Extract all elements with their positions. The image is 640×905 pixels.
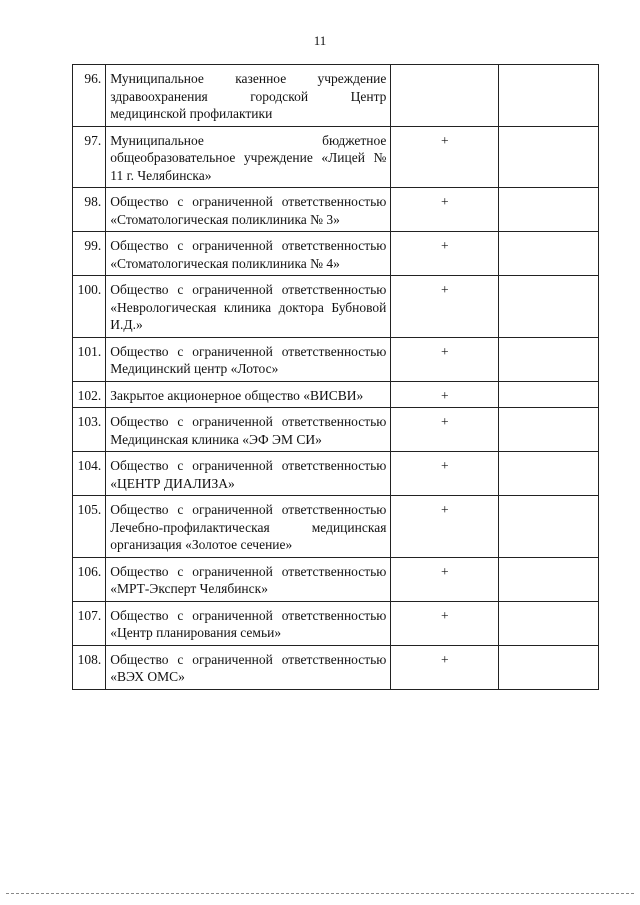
- organization-name: Общество с ограниченной ответственностью «ВЭХ ОМС»: [106, 645, 391, 689]
- page-number: 11: [313, 33, 327, 48]
- empty-cell: [499, 645, 599, 689]
- row-number: 106.: [73, 557, 106, 601]
- row-number: 99.: [73, 232, 106, 276]
- empty-cell: [499, 381, 599, 408]
- table-row: [73, 381, 599, 408]
- row-number: 98.: [73, 188, 106, 232]
- organizations-table: [72, 64, 599, 690]
- table-row: [73, 408, 599, 452]
- row-number: 103.: [73, 408, 106, 452]
- empty-cell: [499, 126, 599, 188]
- inclusion-mark: +: [391, 381, 499, 408]
- row-number: 96.: [73, 65, 106, 127]
- row-number: 101.: [73, 337, 106, 381]
- organization-name: Общество с ограниченной ответственностью Медицинский центр «Лотос»: [106, 337, 391, 381]
- table-row: [73, 645, 599, 689]
- inclusion-mark: [391, 65, 499, 127]
- organization-name: Общество с ограниченной ответственностью «ЦЕНТР ДИАЛИЗА»: [106, 452, 391, 496]
- row-number: 105.: [73, 496, 106, 558]
- empty-cell: [499, 276, 599, 338]
- empty-cell: [499, 496, 599, 558]
- organization-name: Общество с ограниченной ответственностью «Стоматологическая поликлиника № 3»: [106, 188, 391, 232]
- table-row: [73, 276, 599, 338]
- inclusion-mark: +: [391, 645, 499, 689]
- organization-name: Общество с ограниченной ответственностью Лечебно-профилактическая медицинская организация «Золотое сечение»: [106, 496, 391, 558]
- table-row: [73, 188, 599, 232]
- row-number: 104.: [73, 452, 106, 496]
- row-number: 102.: [73, 381, 106, 408]
- inclusion-mark: +: [391, 188, 499, 232]
- empty-cell: [499, 601, 599, 645]
- inclusion-mark: +: [391, 408, 499, 452]
- empty-cell: [499, 65, 599, 127]
- empty-cell: [499, 337, 599, 381]
- row-number: 97.: [73, 126, 106, 188]
- inclusion-mark: +: [391, 601, 499, 645]
- empty-cell: [499, 188, 599, 232]
- organization-name: Закрытое акционерное общество «ВИСВИ»: [106, 381, 391, 408]
- table-row: [73, 452, 599, 496]
- organization-name: Общество с ограниченной ответственностью «Центр планирования семьи»: [106, 601, 391, 645]
- empty-cell: [499, 557, 599, 601]
- inclusion-mark: +: [391, 232, 499, 276]
- row-number: 107.: [73, 601, 106, 645]
- footer-divider: [6, 893, 634, 894]
- organization-name: Общество с ограниченной ответственностью Медицинская клиника «ЭФ ЭМ СИ»: [106, 408, 391, 452]
- inclusion-mark: +: [391, 337, 499, 381]
- organization-name: Муниципальное казенное учреждение здравоохранения городской Центр медицинской профилактики: [106, 65, 391, 127]
- row-number: 100.: [73, 276, 106, 338]
- table-row: [73, 65, 599, 127]
- table-body: [73, 65, 599, 690]
- organization-name: Общество с ограниченной ответственностью «Неврологическая клиника доктора Бубновой И.Д.»: [106, 276, 391, 338]
- table-row: [73, 601, 599, 645]
- organization-name: Муниципальное бюджетное общеобразовательное учреждение «Лицей № 11 г. Челябинска»: [106, 126, 391, 188]
- organization-name: Общество с ограниченной ответственностью «Стоматологическая поликлиника № 4»: [106, 232, 391, 276]
- empty-cell: [499, 232, 599, 276]
- inclusion-mark: +: [391, 496, 499, 558]
- empty-cell: [499, 452, 599, 496]
- inclusion-mark: +: [391, 452, 499, 496]
- empty-cell: [499, 408, 599, 452]
- table-row: [73, 496, 599, 558]
- inclusion-mark: +: [391, 557, 499, 601]
- inclusion-mark: +: [391, 126, 499, 188]
- table-row: [73, 337, 599, 381]
- table-row: [73, 557, 599, 601]
- inclusion-mark: +: [391, 276, 499, 338]
- table-row: [73, 232, 599, 276]
- table-row: [73, 126, 599, 188]
- organization-name: Общество с ограниченной ответственностью «МРТ-Эксперт Челябинск»: [106, 557, 391, 601]
- row-number: 108.: [73, 645, 106, 689]
